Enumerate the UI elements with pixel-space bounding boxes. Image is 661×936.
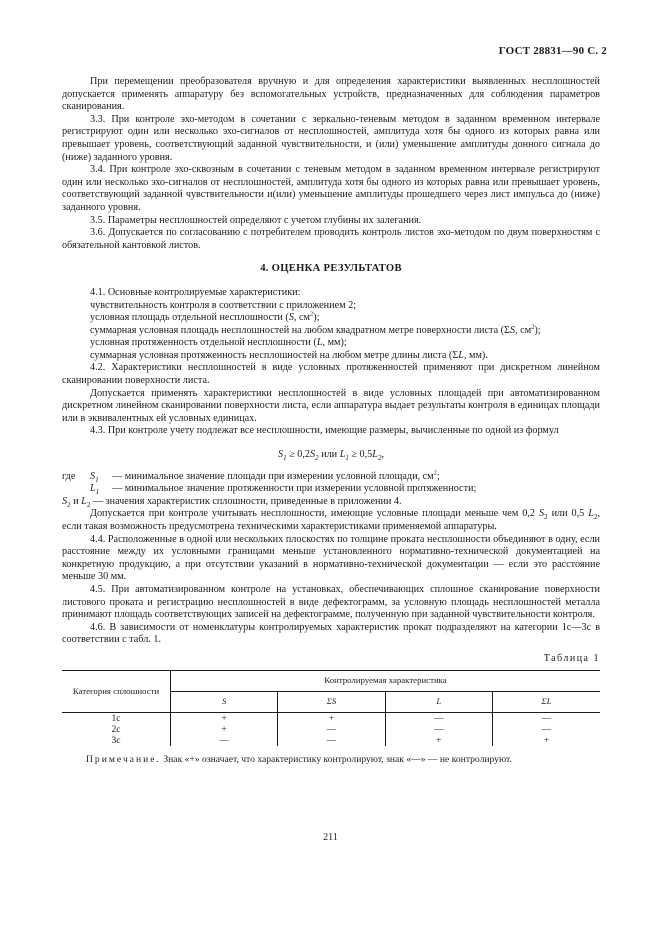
list-item: суммарная условная протяженность несплошностей на любом метре длины листа (ΣL, мм). [90, 349, 488, 361]
paragraph-4-3: 4.3. При контроле учету подлежат все несплошности, имеющие размеры, вычисленные по одной из формул [90, 425, 559, 437]
table-row [62, 735, 600, 746]
column-header: ΣS [278, 691, 386, 712]
table-cell: + [492, 735, 600, 746]
paragraph-4-2: 4.2. Характеристики несплошностей в виде условных протяженностей применяют при дискретном линейном сканировании поверхности листа. [62, 362, 600, 387]
paragraph: При перемещении преобразователя вручную и для определения характеристики выявленных несплошностей допускается применять аппаратуру без вспомогательных устройств, предназначенных для соблюдения параметров сканирования. [62, 76, 600, 113]
column-header: L [385, 691, 492, 712]
paragraph-4-4: 4.4. Расположенные в одной или нескольких плоскостях по толщине проката несплошности объединяют в одну, если расстояние между их условными границами меньше установленного нормативно-технической документацией на конкретную продукцию, а при отсутствии указаний в нормативно-технической документации — если это расстояние меньше 30 мм. [62, 533, 600, 583]
table-cell: 2с [62, 724, 171, 735]
table-cell: 3с [62, 735, 171, 746]
paragraph: Допускается применять характеристики несплошностей в виде условных площадей при автоматизированном дискретном линейном сканировании поверхности листа, если аппаратура выдает результаты контроля в единицах площади или в эквивалентных ей условных единицах. [62, 387, 600, 424]
table-cell: — [385, 724, 492, 735]
table-note: Примечание. Знак «+» означает, что характеристику контролируют, знак «—» — не контролируют. [86, 753, 512, 765]
list-item: условная площадь отдельной несплошности (S, $см^2$); [90, 310, 320, 324]
column-header: S [171, 691, 278, 712]
paragraph-3-5: 3.5. Параметры несплошностей определяют с учетом глубины их залегания. [90, 214, 422, 226]
where-label: где [62, 470, 76, 482]
table-row [62, 712, 600, 724]
table-row [62, 724, 600, 735]
list-item: чувствительность контроля в соответствии с приложением 2; [90, 299, 357, 311]
table-cell: 1с [62, 712, 171, 724]
table-cell: — [385, 712, 492, 724]
document-header: ГОСТ 28831—90 С. 2 [498, 45, 607, 57]
column-group-header: Контролируемая характеристика [171, 670, 601, 691]
document-body [62, 76, 600, 766]
table-cell: + [221, 712, 227, 724]
table-caption: Таблица 1 [543, 652, 600, 664]
table-cell: — [278, 735, 386, 746]
table-cell: — [492, 724, 600, 735]
table-cell: + [385, 735, 492, 746]
table-cell: — [492, 712, 600, 724]
paragraph-4-6: 4.6. В зависимости от номенклатуры контролируемых характеристик прокат подразделяют на категории 1с—3с в соответствии с табл. 1. [62, 621, 600, 646]
column-header: ΣL [492, 691, 600, 712]
page-number: 211 [323, 832, 338, 843]
formula-definitions: где $S_1$ — минимальное значение площади при измерении условной площади, $см^2$; $L_1$ — минимальное значение протяженности при измерении условной протяженности; $S_2$ и $L_2$ — значения характеристик сплошности, приведенные в приложении 4. [62, 469, 477, 509]
formula: $S_1 \ge 0,2S_2$ или $L_1 \ge 0,5L_2$, [277, 449, 384, 463]
characteristics-table [62, 670, 600, 746]
paragraph: Допускается при контроле учитывать несплошности, имеющие условные площади меньше чем 0,2 $S_2$ или 0,5 $L_2$, если такая возможность предусмотрена техническими характеристиками применяемой аппаратуры. [62, 508, 600, 532]
table-cell: + [278, 712, 386, 724]
paragraph-3-4: 3.4. При контроле эхо-сквозным в сочетании с теневым методом в заданном временном интервале регистрируют один или несколько эхо-сигналов от несплошностей, амплитуда хотя бы одного из которых равна или превышает уровень, соответствующий заданной чувствительности и(или) уменьшение амплитуды прошедшего через лист импульса до (ниже) заданного уровня. [62, 164, 600, 213]
table-cell: + [221, 723, 227, 735]
table-cell: — [278, 724, 386, 735]
paragraph-4-5: 4.5. При автоматизированном контроле на установках, обеспечивающих сплошное сканирование поверхности листового проката и регистрацию несплошностей в виде дефектограмм, за условную площадь несплошностей металла принимают площадь соответствующих записей на дефектограмме, полученную при заданной чувствительности контроля. [62, 583, 600, 621]
column-header-category: Категория сплошности [62, 670, 171, 712]
table-cell: — [219, 734, 229, 746]
paragraph-3-6: 3.6. Допускается по согласованию с потребителем проводить контроль листов эхо-методом по двум поверхностям с обязательной кантовкой листов. [62, 227, 600, 251]
paragraph-4-1: 4.1. Основные контролируемые характеристики: [90, 286, 301, 298]
list-item: условная протяженность отдельной несплошности (L, мм); [90, 337, 347, 349]
list-item: суммарная условная площадь несплошностей на любом квадратном метре поверхности листа (ΣS, $см^2$); [90, 323, 541, 336]
paragraph-3-3: 3.3. При контроле эхо-методом в сочетании с зеркально-теневым методом в заданном временном интервале регистрируют один или несколько эхо-сигналов от несплошностей, амплитуда хотя бы одного из которых равна или превышает уровень, соответствующий заданной чувствительности, и (или) уменьшение амплитуды донного сигнала до (ниже) заданного уровня. [62, 113, 600, 163]
section-heading: 4. ОЦЕНКА РЕЗУЛЬТАТОВ [260, 263, 402, 275]
